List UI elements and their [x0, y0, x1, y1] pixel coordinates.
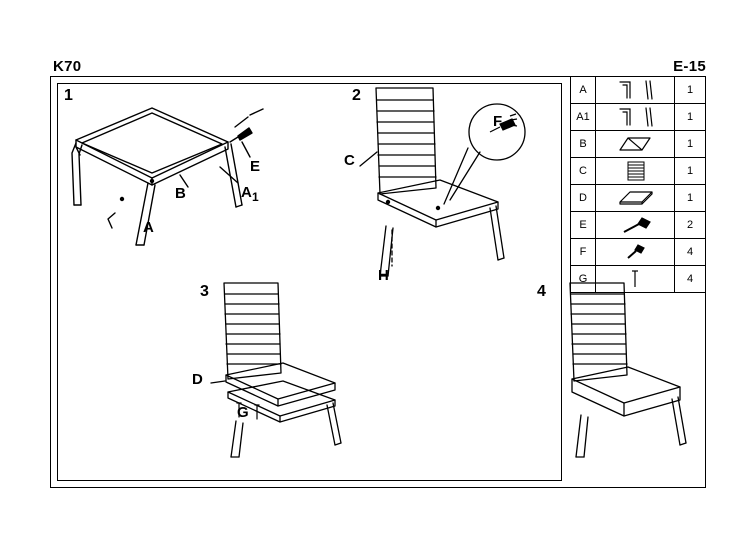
part-illustration	[596, 158, 675, 185]
part-qty: 1	[675, 185, 706, 212]
step-number-2: 2	[352, 87, 361, 104]
callout-h: H	[378, 267, 389, 284]
backrest-icon	[596, 159, 674, 183]
callout-a1: A	[241, 184, 252, 201]
callout-f: F	[493, 113, 503, 130]
bent-leg-frame-icon	[596, 78, 674, 102]
step-number-1: 1	[64, 87, 73, 104]
table-row	[571, 185, 706, 212]
table-row	[571, 131, 706, 158]
part-qty: 4	[675, 239, 706, 266]
table-row	[571, 266, 706, 293]
pin-icon	[596, 267, 674, 291]
table-row	[571, 104, 706, 131]
callout-a1-subscript: 1	[252, 190, 259, 204]
part-illustration	[596, 131, 675, 158]
step4-drawing	[552, 275, 702, 460]
part-illustration	[596, 239, 675, 266]
callout-c: C	[344, 152, 355, 169]
table-row	[571, 77, 706, 104]
step-number-4: 4	[537, 283, 546, 300]
parts-list-table	[570, 76, 706, 293]
table-row	[571, 212, 706, 239]
part-label: D	[571, 185, 596, 212]
bent-leg-frame-icon-2	[596, 105, 674, 129]
bolt-long-icon	[596, 213, 674, 237]
part-illustration	[596, 77, 675, 104]
part-label: B	[571, 131, 596, 158]
part-label: G	[571, 266, 596, 293]
part-illustration	[596, 104, 675, 131]
callout-g: G	[237, 404, 249, 421]
table-row	[571, 158, 706, 185]
table-row	[571, 239, 706, 266]
part-illustration	[596, 266, 675, 293]
part-qty: 1	[675, 131, 706, 158]
part-label: A	[571, 77, 596, 104]
step-number-3: 3	[200, 283, 209, 300]
part-illustration	[596, 212, 675, 239]
step2-drawing	[340, 80, 555, 280]
part-qty: 2	[675, 212, 706, 239]
part-qty: 1	[675, 77, 706, 104]
step1-drawing	[60, 95, 290, 255]
callout-d: D	[192, 371, 203, 388]
side-rail-icon	[596, 132, 674, 156]
part-label: C	[571, 158, 596, 185]
part-qty: 1	[675, 104, 706, 131]
part-illustration	[596, 185, 675, 212]
page-code-right: E-15	[673, 58, 706, 75]
seat-cushion-icon	[596, 186, 674, 210]
callout-a: A	[143, 219, 154, 236]
callout-e: E	[250, 158, 261, 175]
screw-short-icon	[596, 240, 674, 264]
step3-drawing	[195, 275, 355, 460]
part-label: F	[571, 239, 596, 266]
part-label: A1	[571, 104, 596, 131]
model-code-left: K70	[53, 58, 82, 75]
part-qty: 1	[675, 158, 706, 185]
part-qty: 4	[675, 266, 706, 293]
part-label: E	[571, 212, 596, 239]
callout-b: B	[175, 185, 186, 202]
